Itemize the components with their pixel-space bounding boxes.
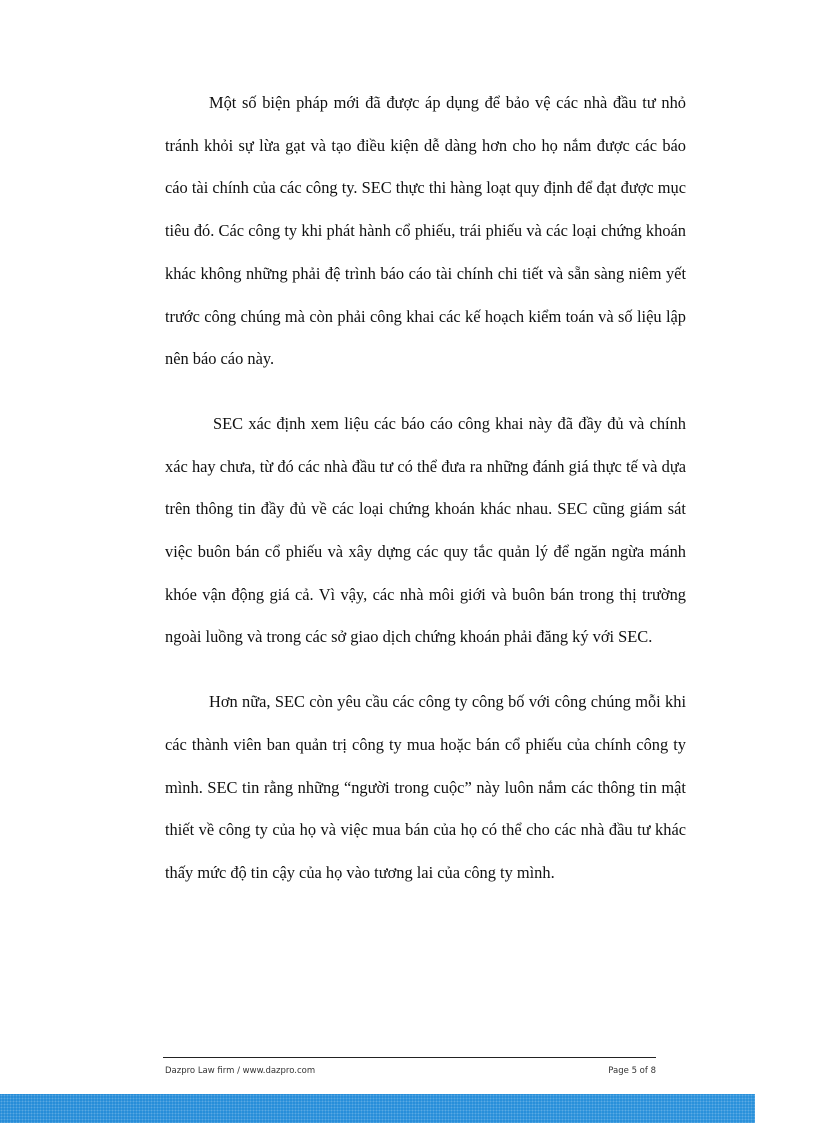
document-body	[165, 82, 686, 895]
footer-divider	[163, 1057, 656, 1058]
paragraph-sec-review: SEC xác định xem liệu các báo cáo công khai này đã đầy đủ và chính xác hay chưa, từ đó các nhà đầu tư có thể đưa ra những đánh giá thực tế và dựa trên thông tin đầy đủ về các loại chứng khoán khác nhau. SEC cũng giám sát việc buôn bán cổ phiếu và xây dựng các quy tắc quản lý để ngăn ngừa mánh khóe vận động giá cả. Vì vậy, các nhà môi giới và buôn bán trong thị trường ngoài luồng và trong các sở giao dịch chứng khoán phải đăng ký với SEC.	[165, 413, 686, 647]
paragraph-insider-disclosure: Hơn nữa, SEC còn yêu cầu các công ty công bố với công chúng mỗi khi các thành viên ban quản trị công ty mua hoặc bán cổ phiếu của chính công ty mình. SEC tin rằng những “người trong cuộc” này luôn nắm các thông tin mật thiết về công ty của họ và việc mua bán của họ có thể cho các nhà đầu tư khác thấy mức độ tin cậy của họ vào tương lai của công ty mình.	[165, 692, 686, 882]
paragraph-investor-protection: Một số biện pháp mới đã được áp dụng để bảo vệ các nhà đầu tư nhỏ tránh khỏi sự lừa gạt và tạo điều kiện dễ dàng hơn cho họ nắm được các báo cáo tài chính của các công ty. SEC thực thi hàng loạt quy định để đạt được mục tiêu đó. Các công ty khi phát hành cổ phiếu, trái phiếu và các loại chứng khoán khác không những phải đệ trình báo cáo tài chính chi tiết và sẵn sàng niêm yết trước công chúng mà còn phải công khai các kế hoạch kiểm toán và số liệu lập nên báo cáo này.	[165, 93, 686, 369]
footer-color-band	[0, 1094, 755, 1123]
footer-source: Dazpro Law firm / www.dazpro.com	[165, 1066, 316, 1076]
page-number: Page 5 of 8	[608, 1066, 656, 1076]
page-footer	[165, 1066, 656, 1076]
